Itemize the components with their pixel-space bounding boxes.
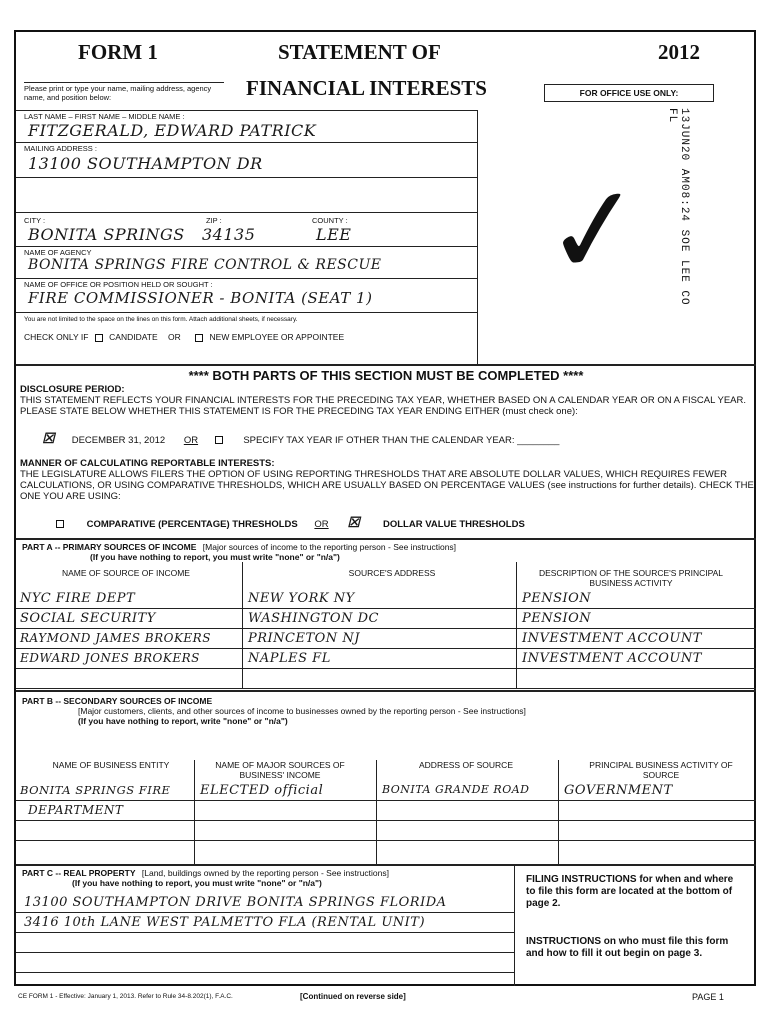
both-parts-banner: **** BOTH PARTS OF THIS SECTION MUST BE COMPLETED **** [188, 368, 584, 383]
divider [16, 972, 514, 973]
part-b-col4: PRINCIPAL BUSINESS ACTIVITY OF SOURCE [589, 760, 733, 780]
title-line2: FINANCIAL INTERESTS [246, 76, 487, 100]
part-a-activity[interactable]: PENSION [522, 591, 592, 606]
divider [242, 562, 243, 688]
comparative-checkbox[interactable] [56, 520, 64, 528]
part-a-address[interactable]: PRINCETON NJ [248, 631, 360, 646]
not-limited-note: You are not limited to the space on the lines on this form. Attach additional sheets, if necessary. [24, 316, 298, 323]
section-divider [16, 364, 756, 366]
city-field[interactable]: BONITA SPRINGS [28, 225, 185, 244]
agency-field[interactable]: BONITA SPRINGS FIRE CONTROL & RESCUE [28, 257, 382, 273]
part-c-title: PART C -- REAL PROPERTY [22, 868, 136, 878]
candidate-label: CANDIDATE [109, 332, 158, 342]
section-divider [16, 864, 756, 866]
part-c-property[interactable]: 13100 SOUTHAMPTON DRIVE BONITA SPRINGS FLORIDA [24, 895, 447, 910]
name-field[interactable]: FITZGERALD, EDWARD PATRICK [28, 121, 317, 140]
divider [558, 760, 559, 864]
dec31-checkbox[interactable]: ☒ [42, 431, 56, 447]
zip-field[interactable]: 34135 [202, 225, 256, 244]
part-a-col2: SOURCE'S ADDRESS [348, 568, 436, 578]
comparative-label: COMPARATIVE (PERCENTAGE) THRESHOLDS [86, 519, 298, 530]
dec31-label: DECEMBER 31, 2012 [71, 435, 166, 446]
address-label: MAILING ADDRESS : [24, 144, 97, 153]
new-employee-checkbox[interactable] [195, 334, 203, 342]
part-a-address[interactable]: NAPLES FL [248, 651, 331, 666]
disclosure-period-title: DISCLOSURE PERIOD: [20, 384, 125, 395]
specify-checkbox[interactable] [215, 436, 223, 444]
agency-label: NAME OF AGENCY [24, 248, 92, 257]
tax-year-row [42, 431, 752, 447]
divider [16, 912, 514, 913]
position-label: NAME OF OFFICE OR POSITION HELD OR SOUGHT : [24, 280, 213, 289]
position-field[interactable]: FIRE COMMISSIONER - BONITA (SEAT 1) [28, 289, 373, 307]
divider [16, 212, 478, 213]
check-only-label: CHECK ONLY IF [24, 332, 89, 342]
check-only-row [24, 332, 344, 342]
dollar-checkbox[interactable]: ☒ [347, 515, 361, 531]
form-number: FORM 1 [78, 40, 158, 64]
part-a-source[interactable]: EDWARD JONES BROKERS [20, 651, 200, 665]
part-b-note: [Major customers, clients, and other sources of income to businesses owned by the reporting person - See instructions] [78, 706, 526, 716]
divider [16, 312, 478, 313]
part-c-note: [Land, buildings owned by the reporting person - See instructions] [141, 868, 389, 878]
part-a-title-row [22, 542, 456, 552]
section-divider [16, 690, 756, 692]
divider [16, 688, 756, 689]
title-line1: STATEMENT OF [278, 40, 441, 64]
part-b-col1: NAME OF BUSINESS ENTITY [52, 760, 170, 770]
divider [376, 760, 377, 864]
form-page [14, 30, 756, 986]
part-b-title-row [22, 696, 752, 706]
or-label: OR [183, 435, 199, 446]
divider [16, 668, 756, 669]
divider [16, 932, 514, 933]
divider [16, 840, 756, 841]
section-divider [16, 538, 756, 540]
address-field[interactable]: 13100 SOUTHAMPTON DR [28, 154, 263, 173]
dollar-label: DOLLAR VALUE THRESHOLDS [383, 519, 525, 530]
zip-label: ZIP : [206, 216, 222, 225]
part-c-property[interactable]: 3416 10th LANE WEST PALMETTO FLA (RENTAL UNIT) [24, 915, 426, 930]
footer-form-ref: CE FORM 1 - Effective: January 1, 2013. Refer to Rule 34-8.202(1), F.A.C. [18, 993, 233, 1000]
manner-title: MANNER OF CALCULATING REPORTABLE INTERESTS: [20, 458, 275, 469]
part-b-entity[interactable]: BONITA SPRINGS FIRE [20, 783, 171, 797]
part-b-address[interactable]: BONITA GRANDE ROAD [382, 783, 530, 796]
part-a-source[interactable]: SOCIAL SECURITY [20, 611, 156, 626]
threshold-row [52, 515, 752, 531]
divider [16, 628, 756, 629]
part-a-address[interactable]: WASHINGTON DC [248, 611, 379, 626]
part-c-title-row [22, 868, 389, 878]
footer-page-number: PAGE 1 [692, 992, 724, 1002]
part-a-col1: NAME OF SOURCE OF INCOME [62, 568, 190, 578]
county-label: COUNTY : [312, 216, 348, 225]
part-a-note: [Major sources of income to the reporting person - See instructions] [202, 542, 457, 552]
print-instructions: Please print or type your name, mailing address, agency name, and position below: [24, 82, 224, 102]
divider [16, 648, 756, 649]
specify-label: SPECIFY TAX YEAR IF OTHER THAN THE CALENDAR YEAR: ________ [243, 435, 560, 446]
part-b-col2: NAME OF MAJOR SOURCES OF BUSINESS' INCOME [215, 760, 345, 780]
who-must-file: INSTRUCTIONS on who must file this form and how to fill it out begin on page 3. [526, 936, 729, 959]
candidate-checkbox[interactable] [95, 334, 103, 342]
part-a-col3: DESCRIPTION OF THE SOURCE'S PRINCIPAL BUSINESS ACTIVITY [538, 568, 724, 588]
divider [16, 177, 478, 178]
divider [16, 278, 478, 279]
manner-text: THE LEGISLATURE ALLOWS FILERS THE OPTION OF USING REPORTING THRESHOLDS THAT ARE ABSOLUTE DOLLAR VALUES, WHICH REQUIRES FEWER CALCULATIONS, OR USING COMPARATIVE THRESHOLDS, WHICH ARE USUALLY BASED ON PERCENTAGE VALUES (see instructions for further details). CHECK THE ONE YOU ARE USING: [20, 469, 754, 502]
part-b-col3: ADDRESS OF SOURCE [419, 760, 513, 770]
footer-continued: [Continued on reverse side] [300, 992, 406, 1001]
part-a-address[interactable]: NEW YORK NY [248, 591, 355, 606]
office-use-label: FOR OFFICE USE ONLY: [544, 84, 714, 102]
part-a-title: PART A -- PRIMARY SOURCES OF INCOME [22, 542, 197, 552]
received-stamp: 13JUN20 AM08:24 SOE LEE CO FL [666, 108, 690, 306]
part-a-source[interactable]: NYC FIRE DEPT [20, 591, 136, 606]
part-a-subtitle: (If you have nothing to report, you must write "none" or "n/a") [90, 552, 340, 562]
part-b-title: PART B -- SECONDARY SOURCES OF INCOME [22, 696, 213, 706]
city-label: CITY : [24, 216, 46, 225]
divider [16, 820, 756, 821]
divider [16, 246, 478, 247]
part-b-source[interactable]: ELECTED official [200, 783, 324, 798]
part-a-activity[interactable]: PENSION [522, 611, 592, 626]
or-label: OR [168, 332, 181, 342]
divider [16, 608, 756, 609]
part-b-activity[interactable]: GOVERNMENT [564, 783, 673, 798]
new-employee-label: NEW EMPLOYEE OR APPOINTEE [209, 332, 345, 342]
name-label: LAST NAME – FIRST NAME – MIDDLE NAME : [24, 112, 185, 121]
filing-instructions: FILING INSTRUCTIONS for when and where to file this form are located at the bottom of page 2. [526, 874, 734, 909]
part-a-activity[interactable]: INVESTMENT ACCOUNT [522, 631, 702, 646]
form-year: 2012 [658, 40, 700, 64]
part-a-activity[interactable]: INVESTMENT ACCOUNT [522, 651, 702, 666]
part-b-entity[interactable]: DEPARTMENT [28, 803, 124, 817]
disclosure-period-text: THIS STATEMENT REFLECTS YOUR FINANCIAL INTERESTS FOR THE PRECEDING TAX YEAR, WHETHER BASED ON A CALENDAR YEAR OR ON A FISCAL YEAR. PLEASE STATE BELOW WHETHER THIS STATEMENT IS FOR THE PRECEDING TAX YEAR ENDING EITHER (must check one): [20, 395, 747, 417]
county-field[interactable]: LEE [316, 225, 352, 244]
divider [194, 760, 195, 864]
part-b-subtitle: (If you have nothing to report, write "none" or "n/a") [78, 716, 288, 726]
divider [16, 142, 478, 143]
or-label: OR [314, 519, 329, 530]
part-c-subtitle: (If you have nothing to report, you must write "none" or "n/a") [72, 878, 322, 888]
divider [16, 952, 514, 953]
part-a-source[interactable]: RAYMOND JAMES BROKERS [20, 631, 211, 645]
divider [516, 562, 517, 688]
divider [16, 800, 756, 801]
check-mark-icon: ✓ [537, 157, 652, 306]
divider [514, 866, 515, 986]
